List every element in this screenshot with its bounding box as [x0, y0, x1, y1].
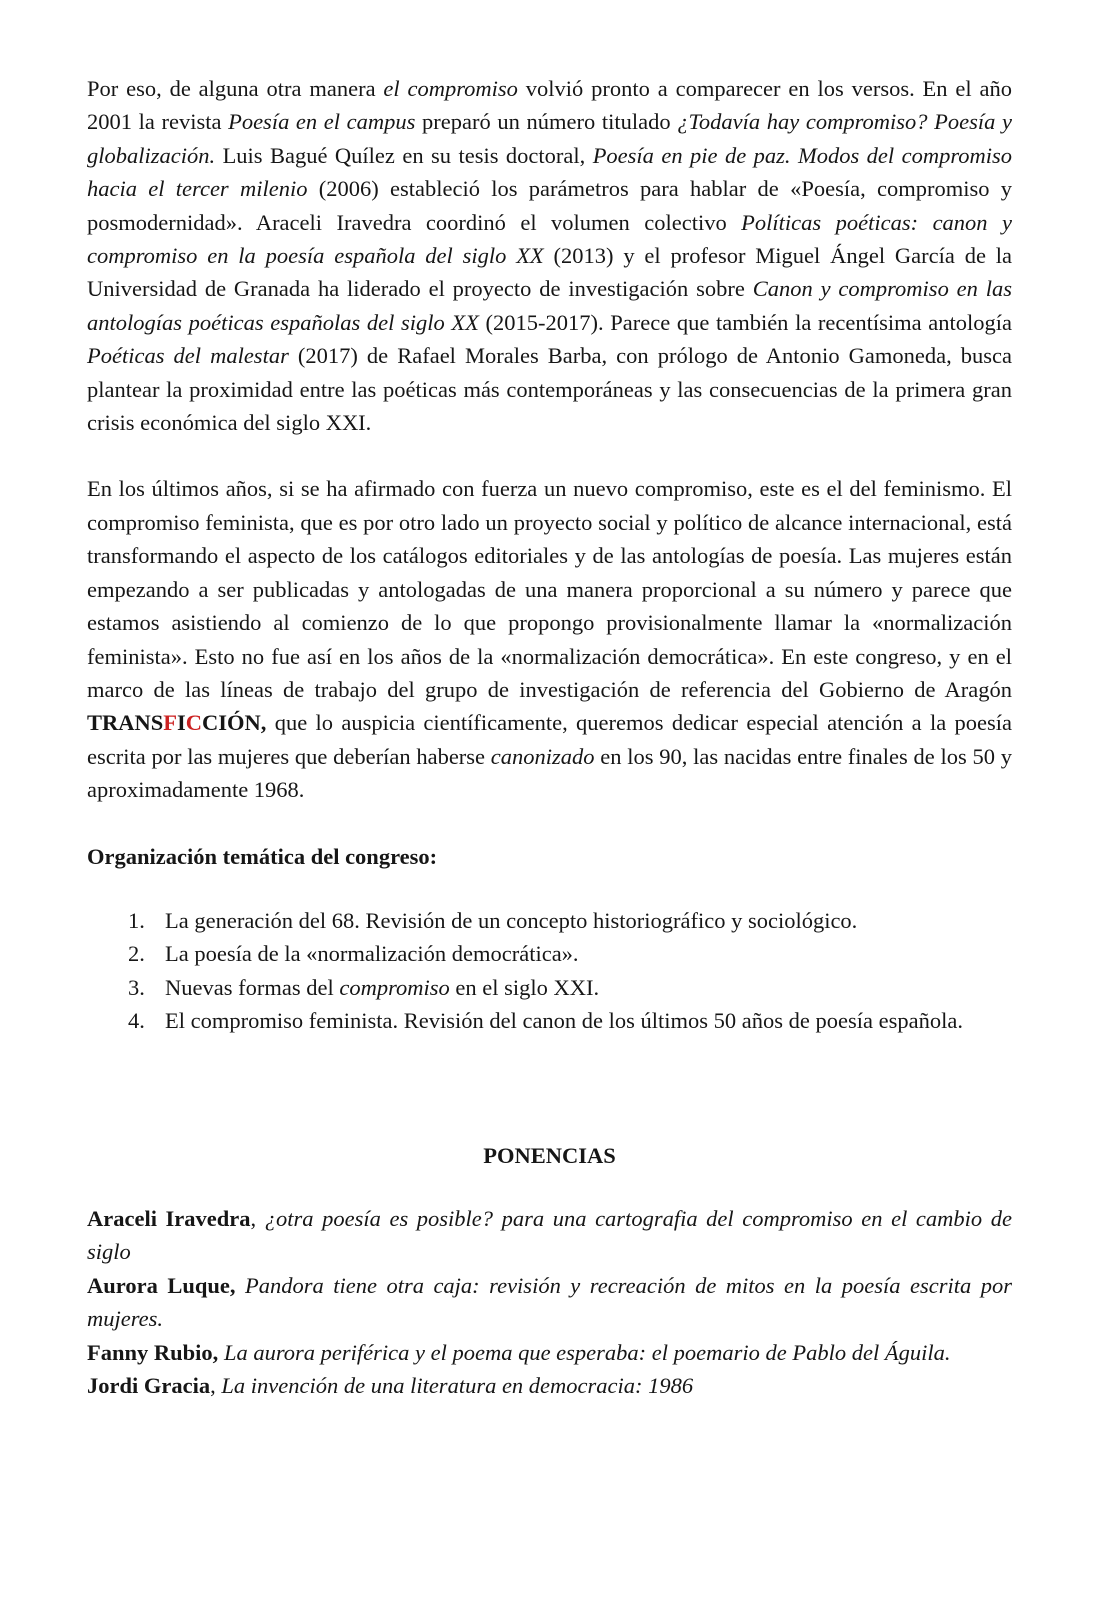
topic-text: Nuevas formas del compromiso en el siglo XXI. — [165, 974, 600, 1000]
topic-number: 1. — [128, 907, 145, 933]
topic-item-3 — [87, 971, 1012, 1004]
topic-text: La poesía de la «normalización democrática». — [165, 941, 579, 967]
topic-number: 4. — [128, 1008, 145, 1034]
speaker-entry-fanny-rubio: Fanny Rubio, La aurora periférica y el poema que esperaba: el poemario de Pablo del Águila. — [87, 1339, 951, 1365]
speaker-entry-araceli-iravedra: Araceli Iravedra, ¿otra poesía es posible? para una cartografia del compromiso en el cambio de siglo — [87, 1205, 1012, 1265]
topic-item-1 — [87, 904, 1012, 937]
topic-text: La generación del 68. Revisión de un concepto historiográfico y sociológico. — [165, 907, 858, 933]
congress-topic-list — [87, 904, 1012, 1038]
topic-text: El compromiso feminista. Revisión del canon de los últimos 50 años de poesía española. — [165, 1008, 963, 1034]
speakers-list — [87, 1202, 1012, 1402]
paragraph-compromiso: Por eso, de alguna otra manera el compromiso volvió pronto a comparecer en los versos. En el año 2001 la revista Poesía en el campus preparó un número titulado ¿Todavía hay compromiso? Poesía y globalización. Luis Bagué Quílez en su tesis doctoral, Poesía en pie de paz. Modos del compromiso hacia el tercer milenio (2006) estableció los parámetros para hablar de «Poesía, compromiso y posmodernidad». Araceli Iravedra coordinó el volumen colectivo Políticas poéticas: canon y compromiso en la poesía española del siglo XX (2013) y el profesor Miguel Ángel García de la Universidad de Granada ha liderado el proyecto de investigación sobre Canon y compromiso en las antologías poéticas españolas del siglo XX (2015-2017). Parece que también la recentísima antología Poéticas del malestar (2017) de Rafael Morales Barba, con prólogo de Antonio Gamoneda, busca plantear la proximidad entre las poéticas más contemporáneas y las consecuencias de la primera gran crisis económica del siglo XXI. — [87, 76, 1013, 436]
topic-number: 2. — [128, 941, 145, 967]
congress-organization-heading: Organización temática del congreso: — [87, 843, 438, 869]
speaker-entry-aurora-luque: Aurora Luque, Pandora tiene otra caja: revisión y recreación de mitos en la poesía escrita por mujeres. — [87, 1272, 1012, 1332]
topic-number: 3. — [128, 974, 145, 1000]
paragraph-feminismo: En los últimos años, si se ha afirmado con fuerza un nuevo compromiso, este es el del feminismo. El compromiso feminista, que es por otro lado un proyecto social y político de alcance internacional, está transformando el aspecto de los catálogos editoriales y de las antologías de poesía. Las mujeres están empezando a ser publicadas y antologadas de una manera proporcional a su número y parece que estamos asistiendo al comienzo de lo que propongo provisionalmente llamar la «normalización feminista». Esto no fue así en los años de la «normalización democrática». En este congreso, y en el marco de las líneas de trabajo del grupo de investigación de referencia del Gobierno de Aragón TRANSFICCIÓN, que lo auspicia científicamente, queremos dedicar especial atención a la poesía escrita por las mujeres que deberían haberse canonizado en los 90, las nacidas entre finales de los 50 y aproximadamente 1968. — [87, 476, 1013, 803]
ponencias-heading: PONENCIAS — [483, 1142, 616, 1168]
topic-item-2 — [87, 937, 1012, 970]
speaker-entry-jordi-gracia: Jordi Gracia, La invención de una literatura en democracia: 1986 — [87, 1373, 694, 1398]
topic-item-4 — [87, 1004, 1012, 1037]
